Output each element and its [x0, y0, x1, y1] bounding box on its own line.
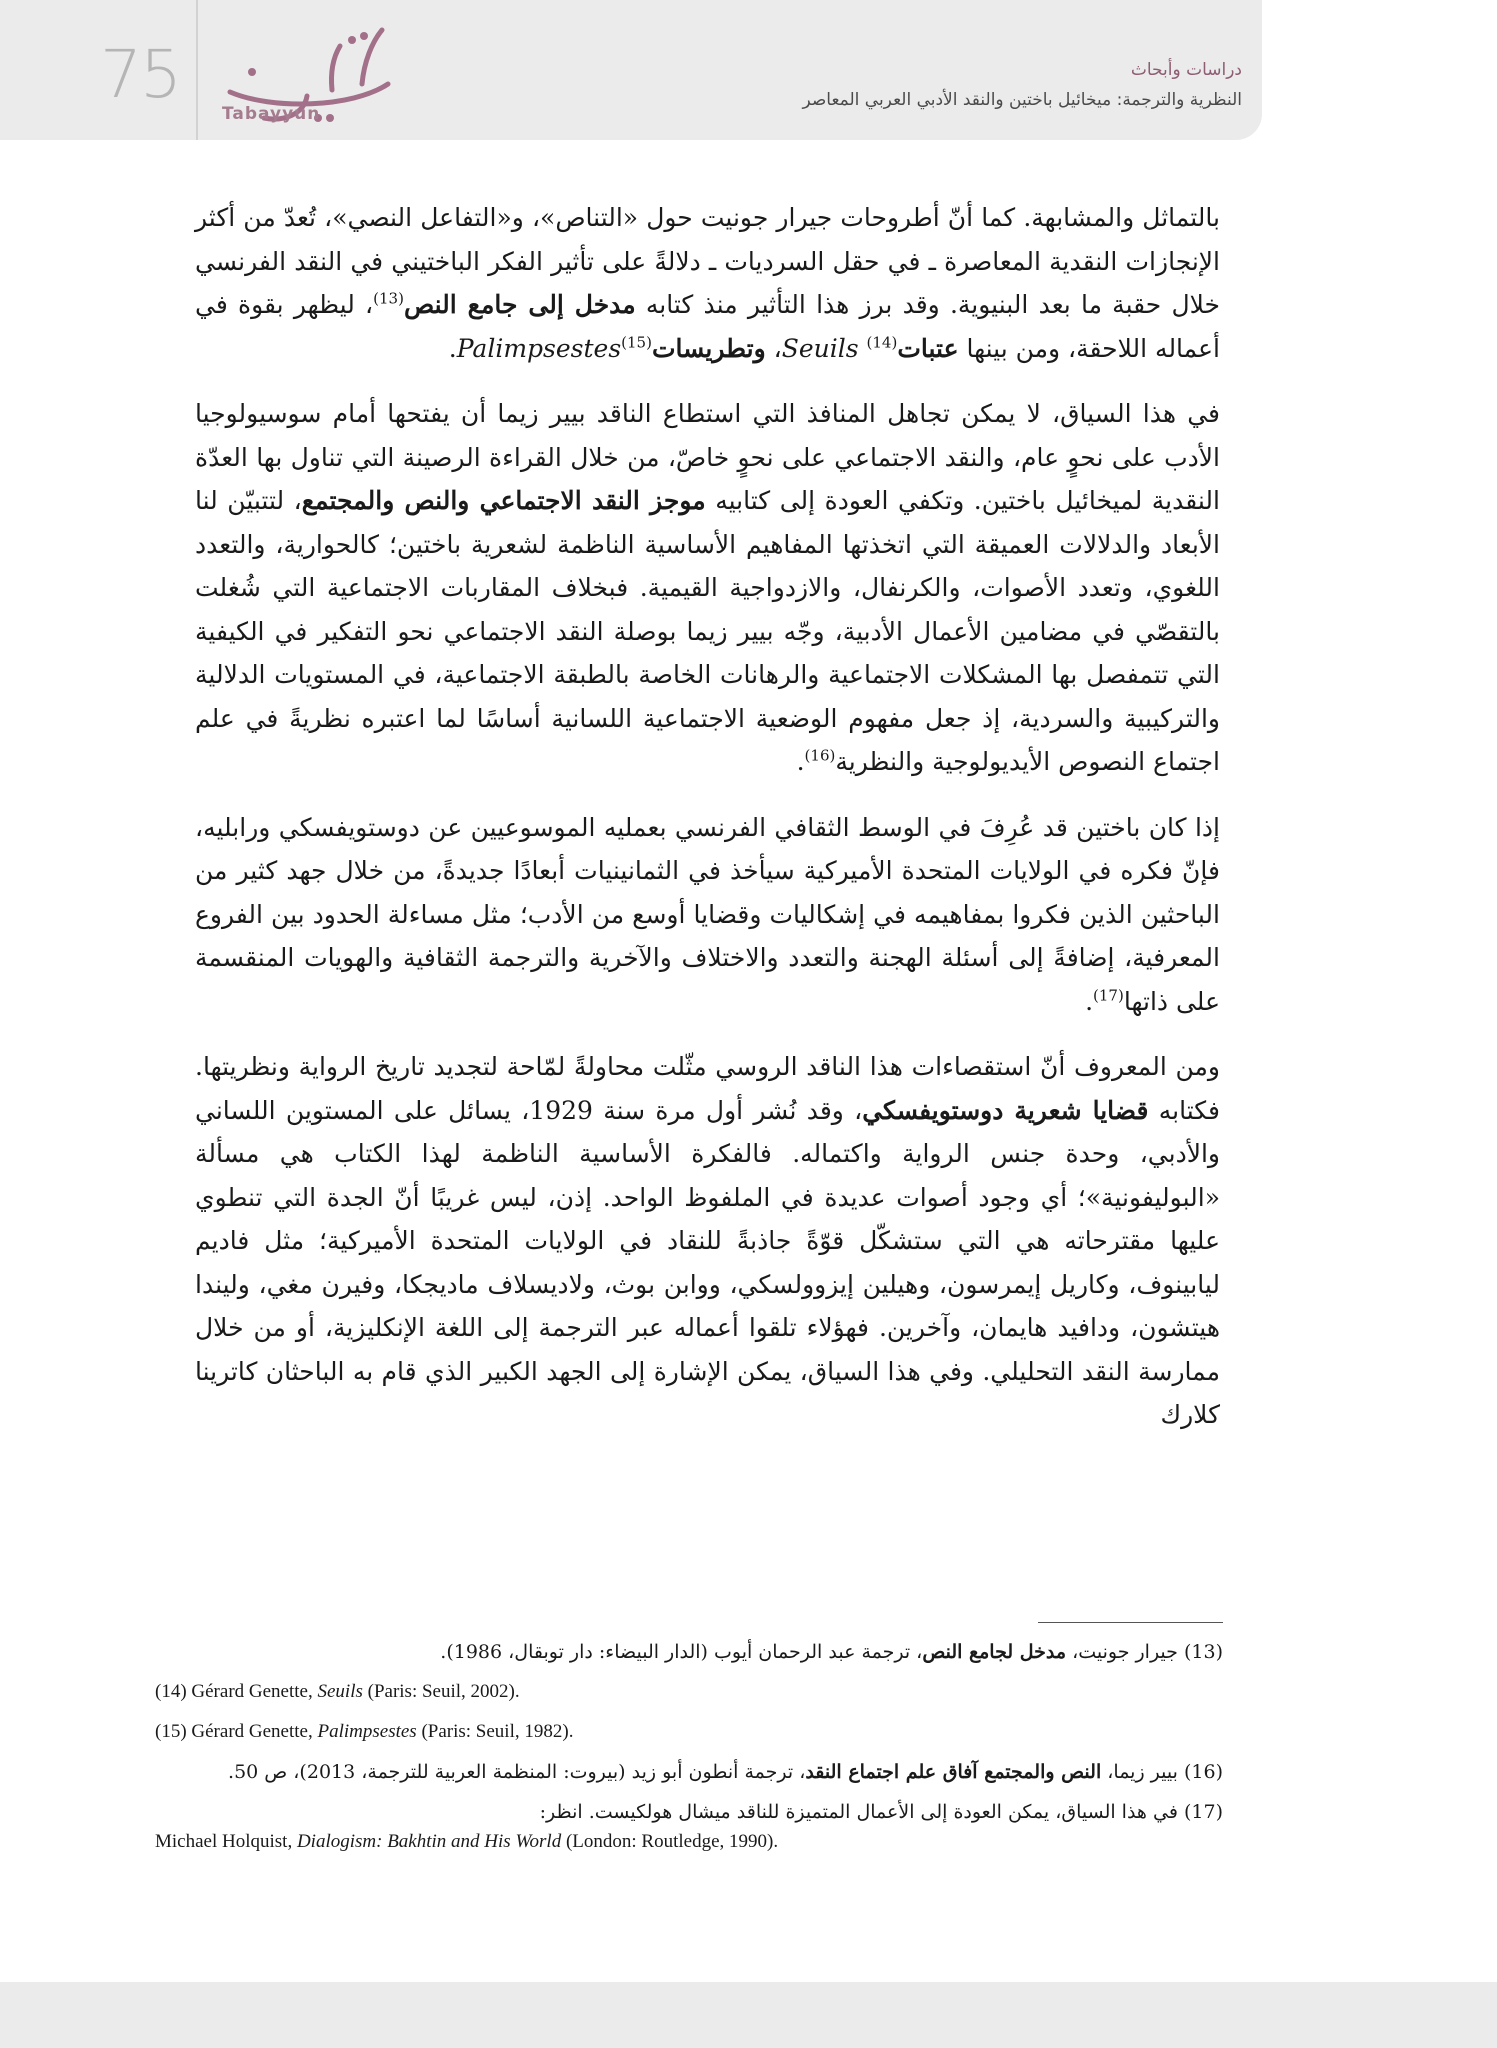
footnotes: [155, 1638, 1223, 1868]
footnote-text: بيير زيما،: [1101, 1761, 1178, 1783]
footnote-ref-16[interactable]: (16): [804, 746, 836, 765]
book-title-dostoevsky: قضايا شعرية دوستويفسكي: [862, 1095, 1149, 1125]
footnote-number: (14): [155, 1681, 187, 1702]
footnote-text: (London: Routledge, 1990).: [561, 1831, 779, 1852]
p1-text-a: بالتماثل والمشابهة. كما أنّ أطروحات جيرار جونيت حول «التناص»، و«التفاعل النصي»، تُعدّ من أكثر الإنجازات النقدية المعاصرة ـ في حقل السرديات ـ دلالةً على تأثير الفكر الباختيني في النقد الفرنسي خلال حقبة ما بعد البنيوية. وقد برز هذا التأثير منذ كتابه: [195, 203, 1220, 319]
footer-band: [0, 1982, 1497, 2048]
p2-text-c: ، لتتبيّن لنا الأبعاد والدلالات العميقة التي اتخذتها المفاهيم الأساسية الناظمة لشعرية باختين؛ كالحوارية، والتعدد اللغوي، وتعدد الأصوات، والكرنفال، والازدواجية القيمية. فبخلاف المقاربات الاجتماعية التي شُغلت بالتقصّي في مضامين الأعمال الأدبية، وجّه بيير زيما بوصلة النقد الاجتماعي نحو التفكير في الكيفية التي تتمفصل بها المشكلات الاجتماعية والرهانات الخاصة بالطبقة الاجتماعية، في المستويات الدلالية والتركيبية والسردية، إذ جعل مفهوم الوضعية الاجتماعية اللسانية أساسًا لما اعتبره نظريةً في علم اجتماع النصوص الأيديولوجية والنظرية: [195, 486, 1220, 776]
footnote-book-title: مدخل لجامع النص: [922, 1641, 1067, 1663]
book-title-zima: موجز النقد الاجتماعي والنص والمجتمع: [301, 486, 706, 515]
footnote-text: جيرار جونيت،: [1066, 1641, 1178, 1663]
footnote-book-title: النص والمجتمع آفاق علم اجتماع النقد: [805, 1761, 1102, 1783]
footnote-ref-17[interactable]: (17): [1093, 986, 1124, 1005]
p1-text-c: ، ليظهر بقوة في أعماله اللاحقة، ومن بينها: [195, 290, 1220, 363]
p1-text-e: .: [448, 333, 457, 363]
footnote-15: [155, 1718, 1223, 1746]
article-body: [195, 196, 1220, 1459]
paragraph-1: [195, 196, 1220, 370]
footnote-text: (Paris: Seuil, 2002).: [362, 1681, 520, 1702]
footnote-text: Gérard Genette,: [191, 1681, 318, 1702]
footnote-text: Gérard Genette,: [191, 1721, 318, 1742]
footnote-text: Michael Holquist,: [155, 1831, 297, 1852]
p4-text-c: ، وقد نُشر أول مرة سنة 1929، يسائل على المستوين اللساني والأدبي، وحدة جنس الرواية واكتماله. فالفكرة الأساسية الناظمة لهذا الكتاب هي مسألة «البوليفونية»؛ أي وجود أصوات عديدة في الملفوظ الواحد. إذن، ليس غريبًا أنّ الجدة التي تنطوي عليها مقترحاته هي التي ستشكّل قوّةً جاذبةً للنقاد في الولايات المتحدة الأميركية؛ مثل فاديم ليابينوف، وكاريل إيمرسون، وهيلين إيزوولسكي، ووابن بوث، ولاديسلاف ماديجكا، وفيرن مغي، وليندا هيتشون، ودافيد هايمان، وآخرين. فهؤلاء تلقوا أعماله عبر الترجمة إلى اللغة الإنكليزية، أو من خلال ممارسة النقد التحليلي. وفي هذا السياق، يمكن الإشارة إلى الجهد الكبير الذي قام به الباحثان كاترينا كلارك: [195, 1095, 1220, 1429]
footnote-text: في هذا السياق، يمكن العودة إلى الأعمال المتميزة للناقد ميشال هولكيست. انظر:: [539, 1801, 1178, 1823]
p2-text-a: في هذا السياق، لا يمكن تجاهل المنافذ التي استطاع الناقد بيير زيما أن يفتحها أمام سوسيولوجيا الأدب على نحوٍ عام، والنقد الاجتماعي على نحوٍ خاصّ، من خلال القراءة الرصينة التي تناول بها العدّة النقدية لميخائيل باختين. وتكفي العودة إلى كتابيه: [195, 399, 1220, 515]
footnote-16: [155, 1758, 1223, 1786]
footnote-ref-15[interactable]: (15): [621, 333, 652, 352]
paragraph-2: [195, 392, 1220, 784]
footnote-ref-13[interactable]: (13): [373, 289, 404, 308]
p3-text-a: إذا كان باختين قد عُرِفَ في الوسط الثقافي الفرنسي بعمليه الموسوعيين عن دوستويفسكي ورابليه، فإنّ فكره في الولايات المتحدة الأميركية سيأخذ في الثمانينيات أبعادًا جديدةً، من خلال جهد كثير من الباحثين الذين فكروا بمفاهيمه في إشكاليات وقضايا أوسع من الأدب؛ مثل مساءلة الحدود بين الفروع المعرفية، إضافةً إلى أسئلة الهجنة والتعدد والاختلاف والآخرية والترجمة الثقافية والهويات المنقسمة على ذاتها: [195, 812, 1220, 1016]
p3-text-b: .: [1085, 986, 1094, 1016]
footnote-text: (Paris: Seuil, 1982).: [416, 1721, 574, 1742]
footnote-number: (15): [155, 1721, 187, 1742]
footnote-book-title: Seuils: [317, 1681, 363, 1702]
section-label: دراسات وأبحاث: [1130, 60, 1242, 80]
footnote-number: (16): [1183, 1761, 1223, 1783]
footnote-text: ، ترجمة أنطون أبو زيد (بيروت: المنظمة العربية للترجمة، 2013)، ص 50.: [228, 1761, 806, 1783]
footnote-number: (17): [1183, 1801, 1223, 1823]
header-divider: [196, 0, 198, 140]
book-title-palimpsestes-ar: وتطريسات: [651, 333, 766, 363]
paragraph-4: [195, 1045, 1220, 1437]
footnote-text: ، ترجمة عبد الرحمان أيوب (الدار البيضاء: دار توبقال، 1986).: [440, 1641, 923, 1663]
footnote-14: [155, 1678, 1223, 1706]
footnote-17-reference: [155, 1828, 1223, 1856]
p2-text-d: .: [796, 747, 805, 776]
footnote-number: (13): [1183, 1641, 1223, 1663]
book-title-palimpsestes-fr: Palimpsestes: [456, 333, 622, 363]
footnote-13: [155, 1638, 1223, 1666]
p1-text-d: ،: [765, 333, 782, 363]
footnote-17: [155, 1798, 1223, 1826]
footnote-book-title: Palimpsestes: [317, 1721, 417, 1742]
book-title-intro-architext: مدخل إلى جامع النص: [403, 290, 636, 319]
paragraph-3: [195, 806, 1220, 1024]
book-title-seuils-ar: عتبات: [897, 333, 959, 363]
footnote-ref-14[interactable]: (14): [866, 333, 898, 352]
p4-text-a: ومن المعروف أنّ استقصاءات هذا الناقد الروسي مثّلت محاولةً لمّاحة لتجديد تاريخ الرواية ونظريتها. فكتابه: [195, 1052, 1220, 1125]
running-title: النظرية والترجمة: ميخائيل باختين والنقد الأدبي العربي المعاصر: [802, 90, 1242, 110]
logo-latin-text: Tabayyun: [222, 104, 321, 124]
footnote-rule: [1038, 1622, 1223, 1623]
footnote-book-title: Dialogism: Bakhtin and His World: [296, 1831, 562, 1852]
book-title-seuils-fr: Seuils: [781, 333, 859, 363]
page-number: 75: [100, 36, 180, 113]
